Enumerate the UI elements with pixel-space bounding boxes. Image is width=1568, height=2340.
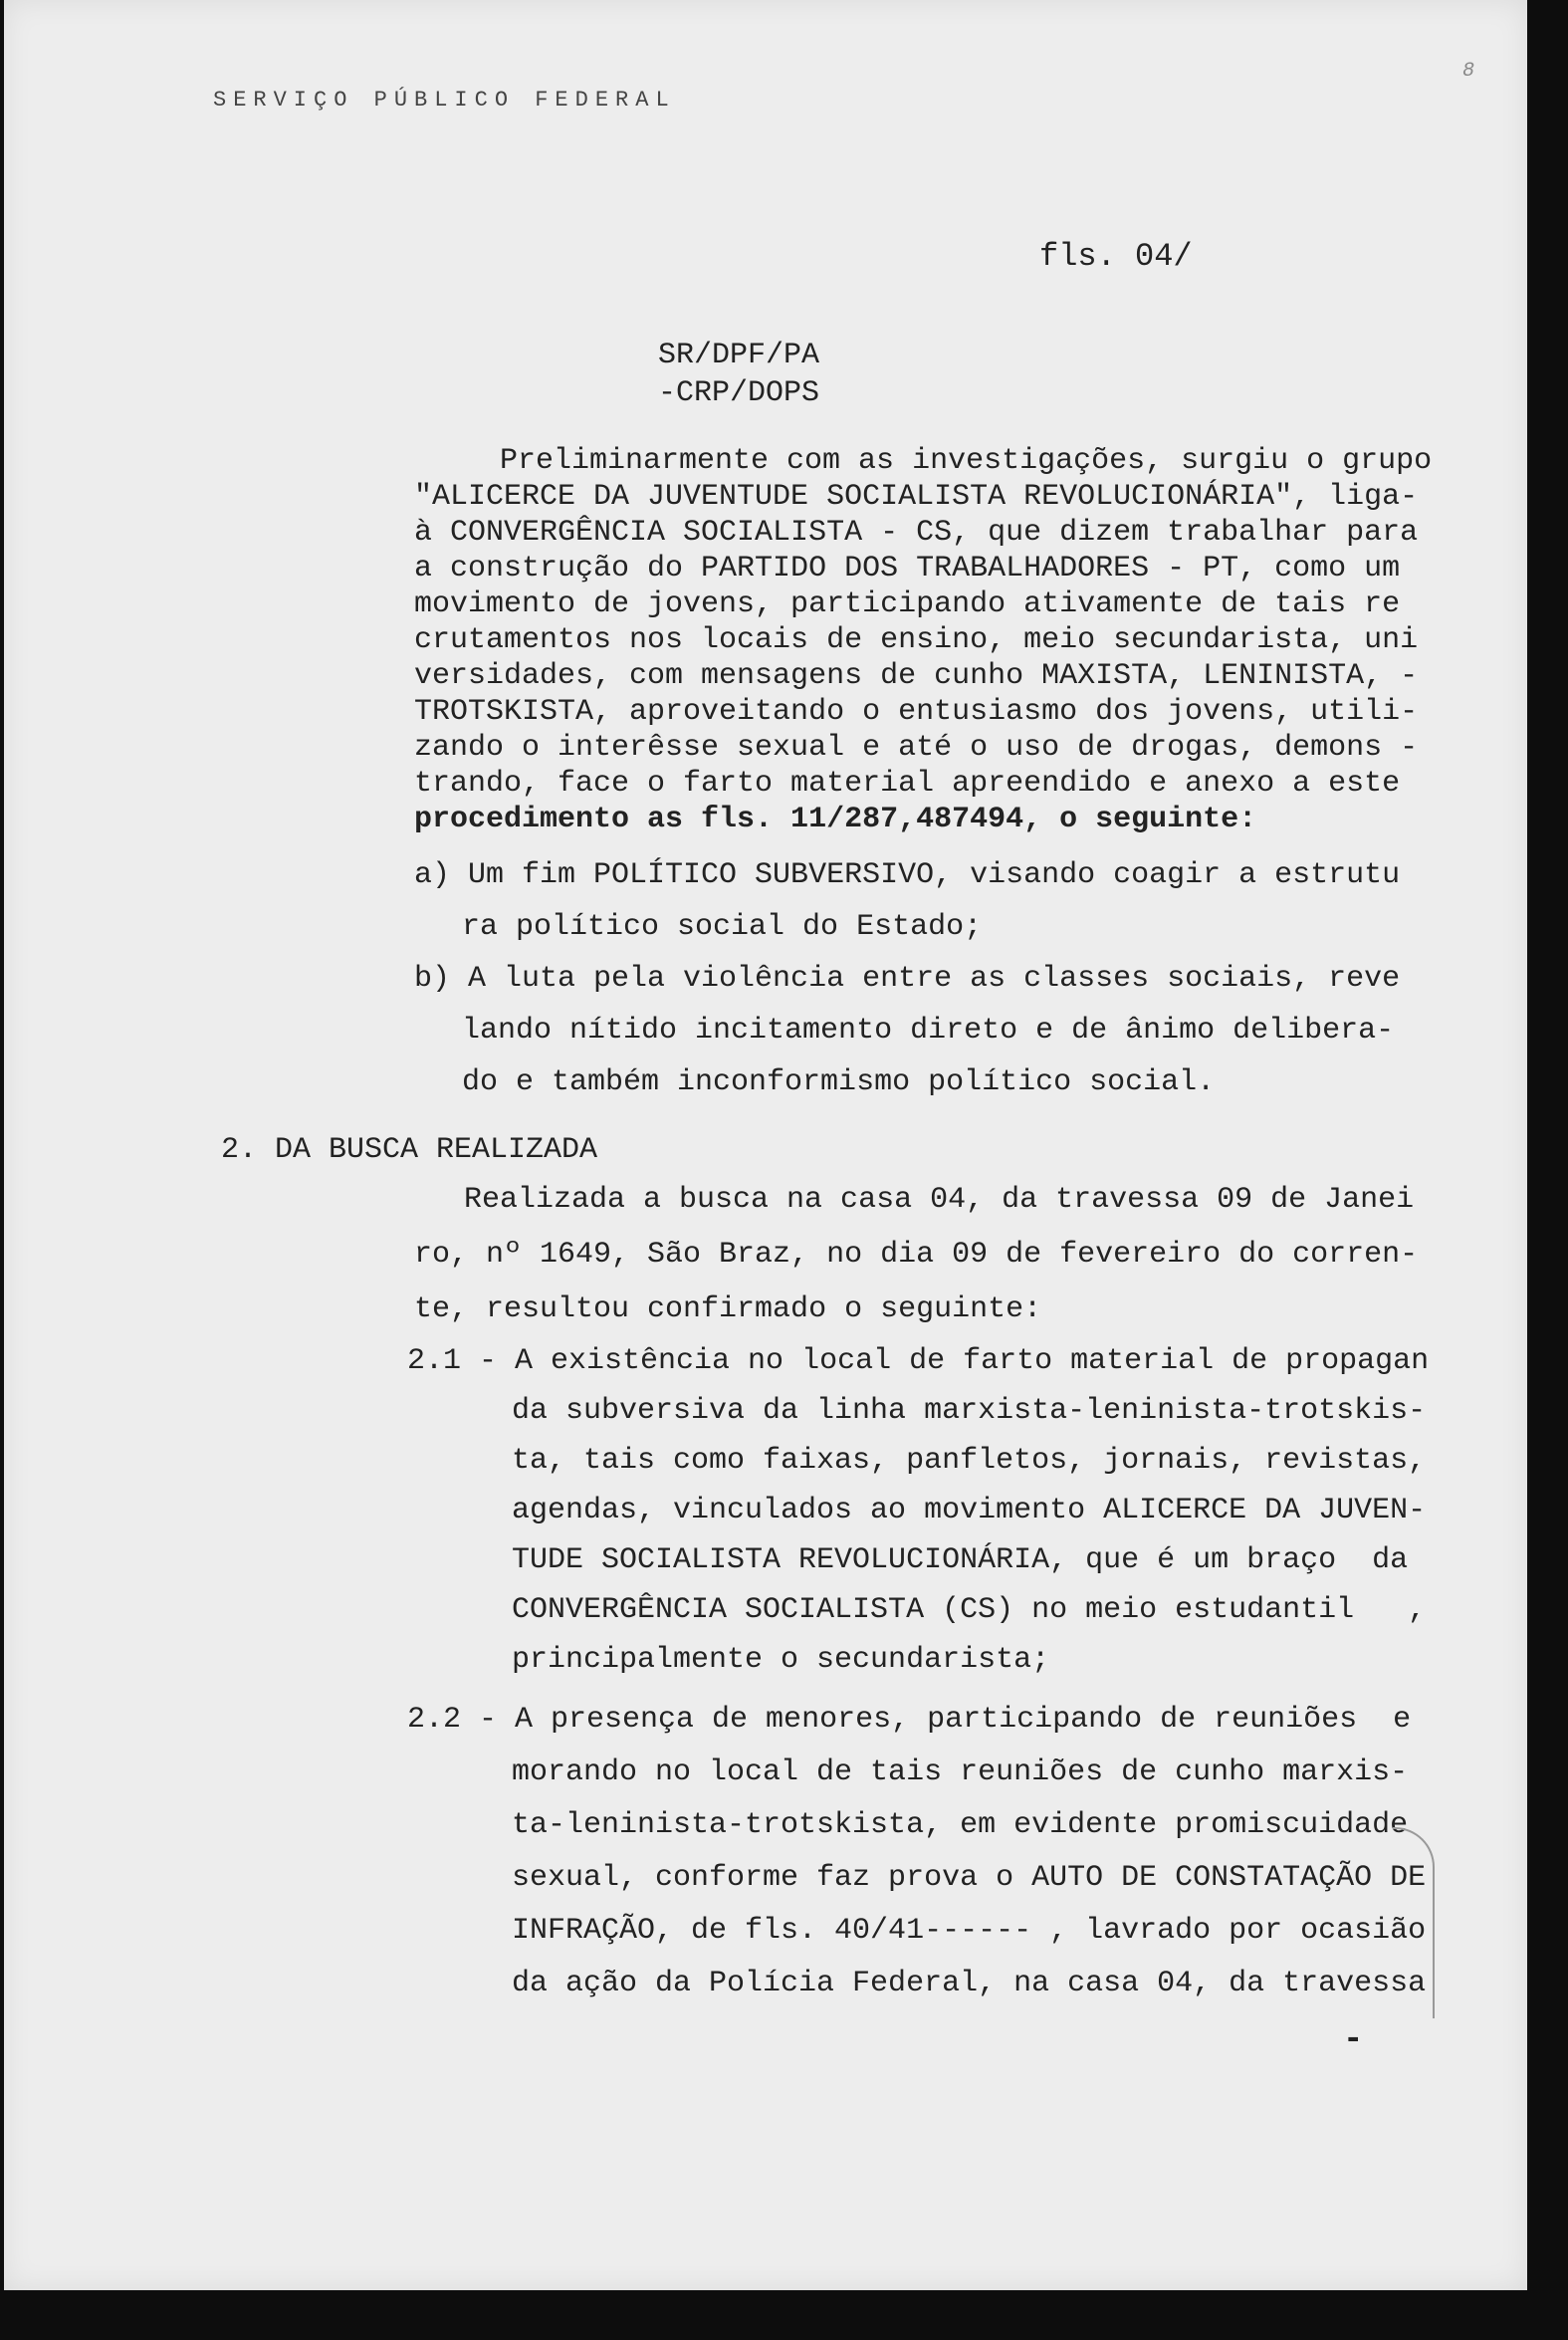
section22-line: sexual, conforme faz prova o AUTO DE CONSTATAÇÃO DE: [512, 1861, 1427, 1895]
section2-line: Realizada a busca na casa 04, da travessa 09 de Janei: [464, 1183, 1415, 1217]
section21-line: 2.1 - A existência no local de farto material de propagan: [407, 1344, 1430, 1378]
section21-line: CONVERGÊNCIA SOCIALISTA (CS) no meio estudantil ,: [512, 1593, 1427, 1627]
intro-line: procedimento as fls. 11/287,487494, o seguinte:: [414, 803, 1257, 836]
section21-line: agendas, vinculados ao movimento ALICERCE DA JUVEN-: [512, 1494, 1427, 1527]
section22-line: 2.2 - A presença de menores, participando de reuniões e: [407, 1703, 1412, 1737]
section22-line: da ação da Polícia Federal, na casa 04, da travessa: [512, 1967, 1427, 2000]
intro-line: TROTSKISTA, aproveitando o entusiasmo dos jovens, utili-: [414, 695, 1419, 729]
item-b-line: lando nítido incitamento direto e de ânimo delibera-: [462, 1014, 1395, 1048]
handwritten-bracket-mark: [1393, 1827, 1435, 2018]
section21-line: da subversiva da linha marxista-leninista-trotskis-: [512, 1394, 1427, 1428]
section21-line: ta, tais como faixas, panfletos, jornais, revistas,: [512, 1444, 1427, 1478]
section2-line: ro, nº 1649, São Braz, no dia 09 de fevereiro do corren-: [414, 1238, 1419, 1272]
intro-line: movimento de jovens, participando ativamente de tais re: [414, 587, 1401, 621]
section21-line: TUDE SOCIALISTA REVOLUCIONÁRIA, que é um braço da: [512, 1543, 1409, 1577]
section22-line: ta-leninista-trotskista, em evidente promiscuidade: [512, 1808, 1409, 1842]
folio-number: fls. 04/: [1039, 238, 1193, 275]
item-b-line: b) A luta pela violência entre as classes sociais, reve: [414, 962, 1401, 996]
document-page: [4, 0, 1527, 2290]
letterhead: SERVIÇO PÚBLICO FEDERAL: [213, 88, 676, 113]
section21-line: principalmente o secundarista;: [512, 1643, 1050, 1677]
intro-line: crutamentos nos locais de ensino, meio secundarista, uni: [414, 623, 1419, 657]
intro-line: trando, face o farto material apreendido e anexo a este: [414, 767, 1401, 801]
item-a-line: ra político social do Estado;: [462, 910, 983, 944]
continuation-dash: -: [1343, 2021, 1364, 2059]
item-b-line: do e também inconformismo político social.: [462, 1065, 1216, 1099]
intro-line: à CONVERGÊNCIA SOCIALISTA - CS, que dizem trabalhar para: [414, 516, 1419, 550]
section2-line: te, resultou confirmado o seguinte:: [414, 1292, 1042, 1326]
reference-line-1: SR/DPF/PA: [658, 339, 820, 372]
item-a-line: a) Um fim POLÍTICO SUBVERSIVO, visando coagir a estrutu: [414, 858, 1401, 892]
intro-line: "ALICERCE DA JUVENTUDE SOCIALISTA REVOLUCIONÁRIA", liga-: [414, 480, 1419, 514]
intro-line: a construção do PARTIDO DOS TRABALHADORES - PT, como um: [414, 552, 1401, 585]
intro-line: Preliminarmente com as investigações, surgiu o grupo: [500, 444, 1433, 478]
corner-mark: 8: [1462, 60, 1475, 83]
section-title: 2. DA BUSCA REALIZADA: [221, 1133, 598, 1167]
intro-line: zando o interêsse sexual e até o uso de drogas, demons -: [414, 731, 1419, 765]
section22-line: morando no local de tais reuniões de cunho marxis-: [512, 1755, 1409, 1789]
section22-line: INFRAÇÃO, de fls. 40/41------ , lavrado por ocasião: [512, 1914, 1427, 1948]
reference-line-2: -CRP/DOPS: [658, 376, 820, 410]
intro-line: versidades, com mensagens de cunho MAXISTA, LENINISTA, -: [414, 659, 1419, 693]
